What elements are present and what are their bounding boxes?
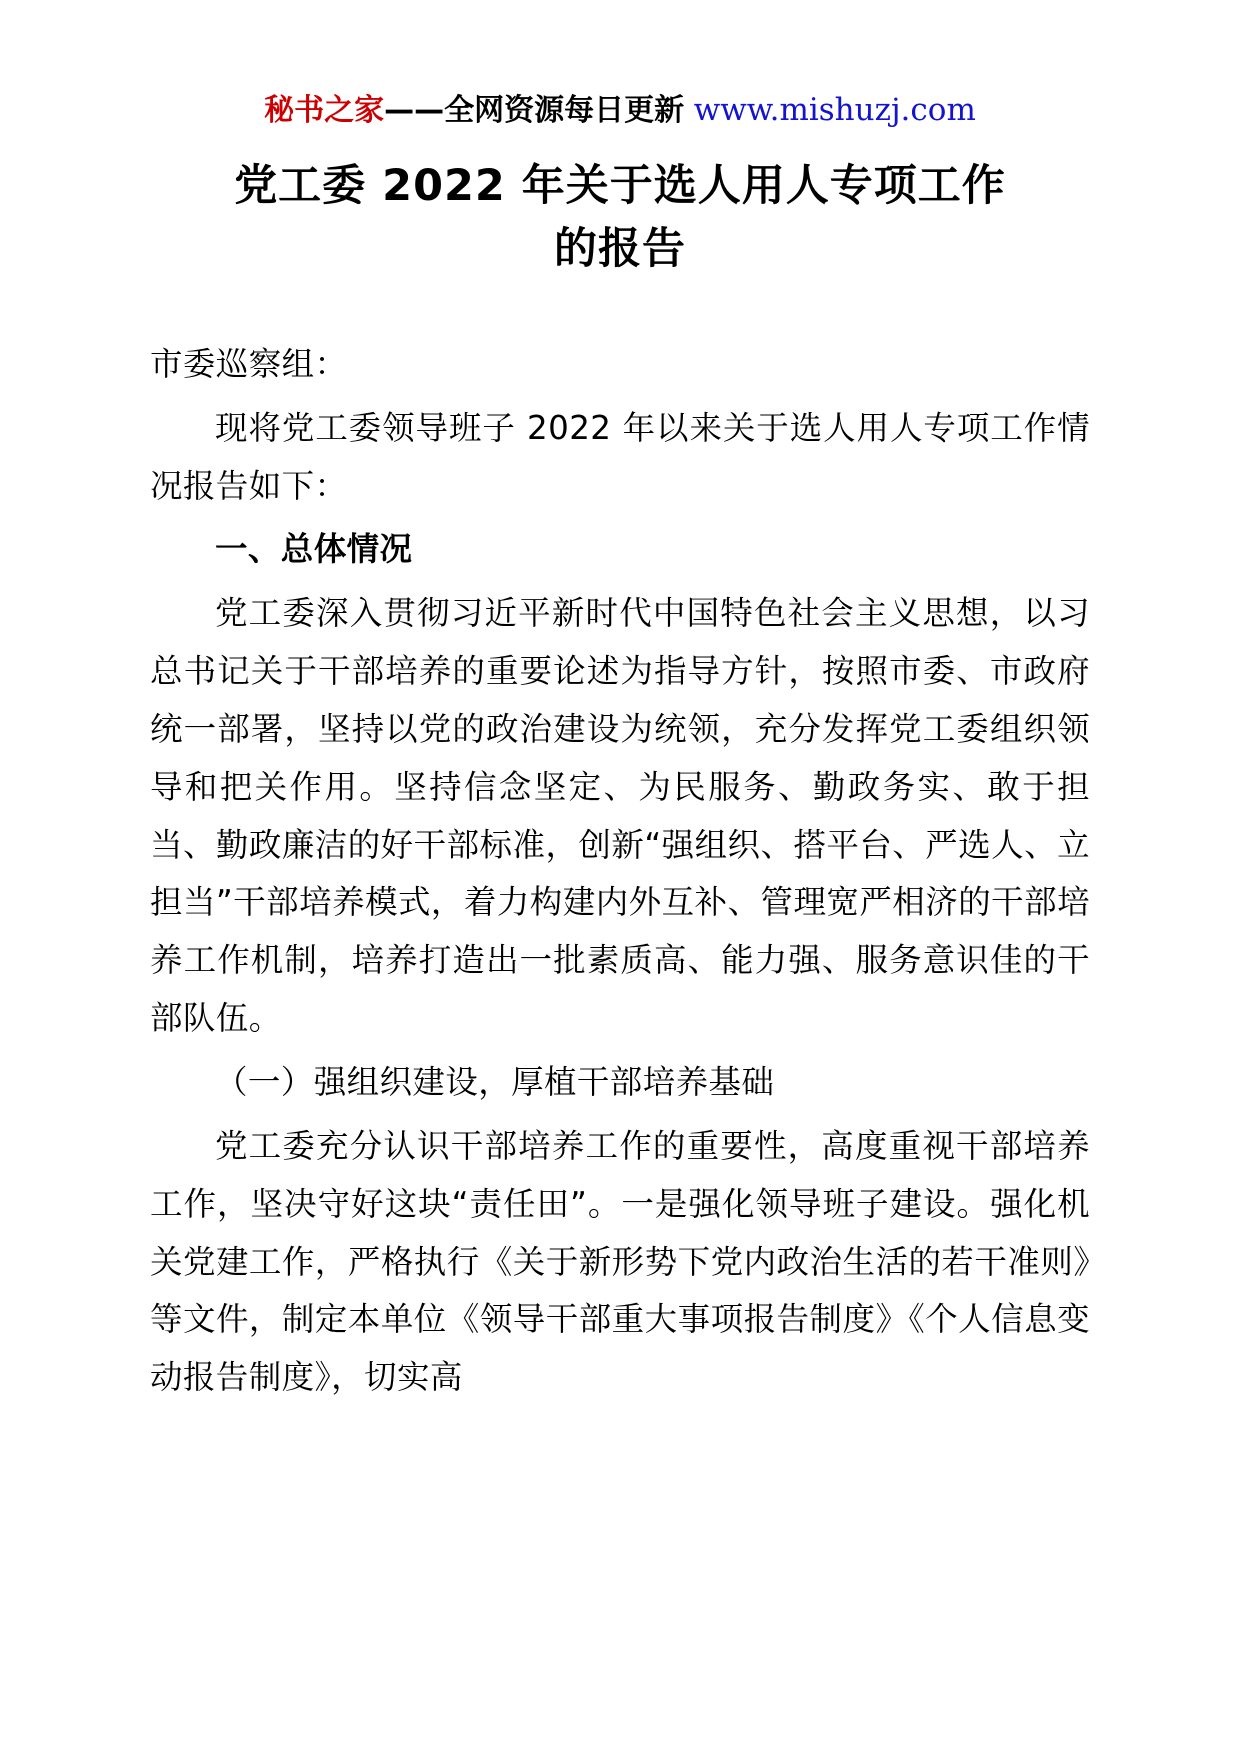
- document-body: [150, 336, 1090, 1407]
- paragraph-section-one-body: 党工委深入贯彻习近平新时代中国特色社会主义思想，以习总书记关于干部培养的重要论述为指导方针，按照市委、市政府统一部署，坚持以党的政治建设为统领，充分发挥党工委组织领导和把关作用。坚持信念坚定、为民服务、勤政务实、敢于担当、勤政廉洁的好干部标准，创新“强组织、搭平台、严选人、立担当”干部培养模式，着力构建内外互补、管理宽严相济的干部培养工作机制，培养打造出一批素质高、能力强、服务意识佳的干部队伍。: [150, 594, 1090, 1038]
- page-title: [150, 155, 1090, 280]
- paragraph-intro: 现将党工委领导班子 2022 年以来关于选人用人专项工作情况报告如下：: [150, 408, 1090, 505]
- paragraph-section-one-heading: 一、总体情况: [215, 530, 413, 569]
- paragraph-subsection-one-heading: （一）强组织建设，厚植干部培养基础: [215, 1063, 775, 1101]
- site-watermark: [150, 92, 1090, 129]
- paragraph-addressee: 市委巡察组：: [150, 344, 348, 383]
- page-title-line-2: 的报告: [554, 223, 686, 274]
- paragraph-subsection-one-body: 党工委充分认识干部培养工作的重要性，高度重视干部培养工作，坚决守好这块“责任田”。一是强化领导班子建设。强化机关党建工作，严格执行《关于新形势下党内政治生活的若干准则》等文件，制定本单位《领导干部重大事项报告制度》《个人信息变动报告制度》，切实高: [150, 1126, 1090, 1397]
- watermark-url[interactable]: www.mishuzj.com: [693, 92, 976, 128]
- page-title-line-1: 党工委 2022 年关于选人用人专项工作: [234, 161, 1006, 212]
- watermark-dash: ——: [384, 93, 445, 128]
- watermark-tagline: 全网资源每日更新: [444, 93, 685, 128]
- watermark-brand: 秘书之家: [264, 93, 385, 128]
